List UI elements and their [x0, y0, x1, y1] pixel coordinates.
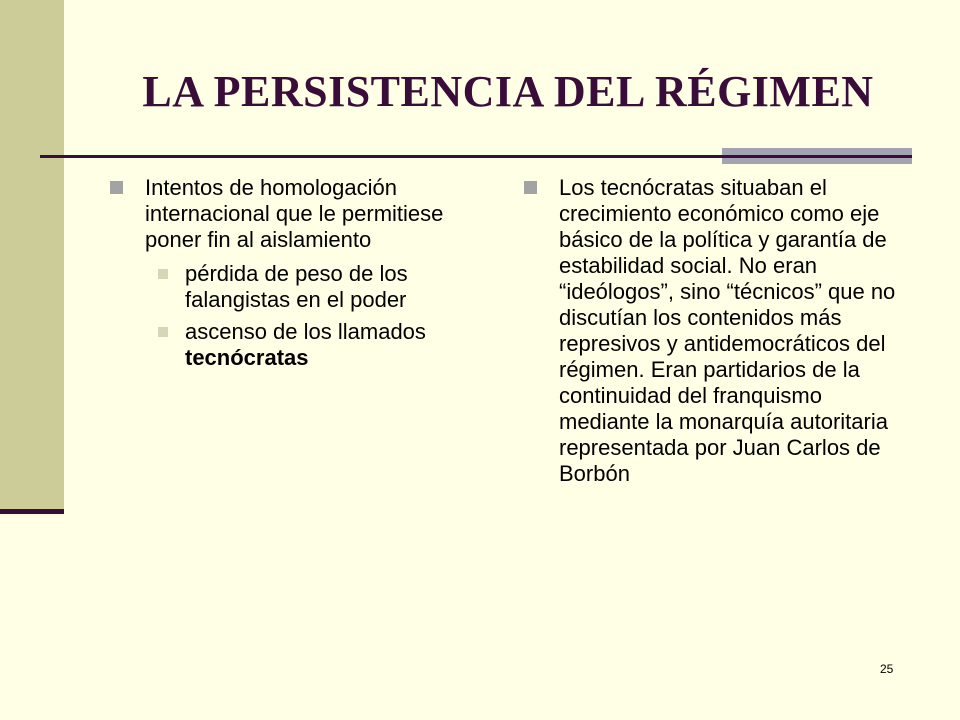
right-column	[522, 175, 910, 495]
left-accent-bar	[0, 0, 64, 512]
square-bullet-icon	[110, 181, 123, 194]
square-bullet-icon	[524, 181, 537, 194]
right-main-bullet	[522, 175, 910, 487]
square-sub-bullet-icon	[158, 327, 168, 337]
left-sub-bullet-2	[108, 319, 486, 371]
left-sub-bullet-1	[108, 261, 486, 313]
left-sub-bullet-1-text: pérdida de peso de los falangistas en el poder	[185, 261, 408, 312]
slide-title: LA PERSISTENCIA DEL RÉGIMEN	[142, 67, 874, 116]
left-main-bullet	[108, 175, 486, 253]
left-accent-bar-underline	[0, 509, 64, 514]
left-column	[108, 175, 486, 377]
title-rule	[40, 155, 912, 158]
left-main-bullet-text: Intentos de homologación internacional que le permitiese poner fin al aislamiento	[145, 175, 444, 252]
left-sub-bullet-2-text: ascenso de los llamados	[185, 319, 426, 344]
page-number: 25	[880, 662, 894, 676]
left-sub-bullet-2-bold-text: tecnócratas	[185, 345, 309, 370]
square-sub-bullet-icon	[158, 269, 168, 279]
right-main-bullet-text: Los tecnócratas situaban el crecimiento económico como eje básico de la política y garantía de estabilidad social. No eran “ideólogos”, sino “técnicos” que no discutían los contenidos más represivos y antidemocráticos del régimen. Eran partidarios de la continuidad del franquismo mediante la monarquía autoritaria representada por Juan Carlos de Borbón	[559, 175, 896, 486]
